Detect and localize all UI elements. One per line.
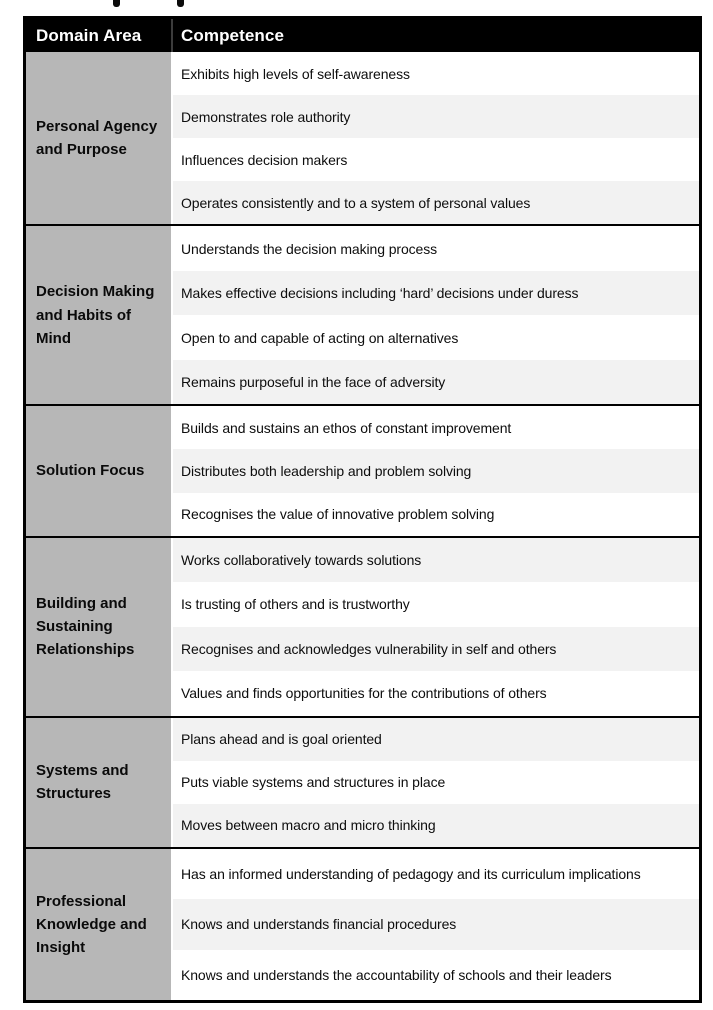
competence-text: Demonstrates role authority	[181, 108, 351, 125]
competence-row	[173, 449, 699, 492]
competence-text: Puts viable systems and structures in place	[181, 774, 446, 791]
table-header-row	[26, 19, 699, 52]
competence-row	[173, 181, 699, 224]
cropped-title-remnant	[0, 0, 713, 10]
competence-rows	[173, 52, 699, 224]
competence-rows	[173, 538, 699, 716]
competence-row	[173, 899, 699, 949]
competence-row	[173, 627, 699, 672]
competence-row	[173, 315, 699, 360]
competence-text: Knows and understands the accountability of schools and their leaders	[181, 966, 612, 983]
domain-area-label: Professional Knowledge and Insight	[36, 892, 147, 957]
competence-text: Is trusting of others and is trustworthy	[181, 596, 410, 613]
column-header-competence: Competence	[181, 25, 285, 45]
competence-row	[173, 804, 699, 847]
competence-text: Values and finds opportunities for the contributions of others	[181, 685, 547, 702]
domain-area-label: Solution Focus	[36, 462, 145, 480]
competence-row	[173, 761, 699, 804]
domain-area-cell	[26, 849, 173, 1000]
competence-row	[173, 271, 699, 316]
competence-row	[173, 950, 699, 1000]
domain-area-label: Systems and Structures	[36, 762, 129, 803]
competence-row	[173, 671, 699, 716]
table-section	[26, 404, 699, 535]
table-section	[26, 716, 699, 847]
column-header-domain-area: Domain Area	[26, 19, 173, 52]
table-section	[26, 536, 699, 716]
competence-text: Plans ahead and is goal oriented	[181, 731, 382, 748]
competence-row	[173, 95, 699, 138]
table-section	[26, 847, 699, 1000]
competence-text: Knows and understands financial procedures	[181, 916, 457, 933]
competence-text: Exhibits high levels of self-awareness	[181, 65, 410, 82]
text-descender-mark	[177, 0, 184, 7]
competence-text: Influences decision makers	[181, 151, 348, 168]
domain-area-label: Decision Making and Habits of Mind	[36, 283, 155, 347]
competence-text: Works collaboratively towards solutions	[181, 551, 422, 568]
competence-row	[173, 138, 699, 181]
domain-area-label: Personal Agency and Purpose	[36, 117, 158, 159]
domain-area-cell	[26, 406, 173, 535]
competence-rows	[173, 849, 699, 1000]
competency-table	[23, 16, 702, 1003]
competence-row	[173, 493, 699, 536]
domain-area-cell	[26, 718, 173, 847]
competence-rows	[173, 718, 699, 847]
competence-text: Moves between macro and micro thinking	[181, 817, 436, 834]
competence-text: Makes effective decisions including ‘hard’ decisions under duress	[181, 285, 579, 302]
competence-row	[173, 849, 699, 899]
competence-row	[173, 406, 699, 449]
competence-text: Recognises and acknowledges vulnerability in self and others	[181, 640, 557, 657]
domain-area-cell	[26, 538, 173, 716]
competence-rows	[173, 226, 699, 404]
competence-row	[173, 360, 699, 405]
competence-row	[173, 538, 699, 583]
text-descender-mark	[113, 0, 120, 7]
competence-text: Builds and sustains an ethos of constant improvement	[181, 419, 512, 436]
domain-area-cell	[26, 226, 173, 404]
competence-text: Remains purposeful in the face of adversity	[181, 374, 446, 391]
table-body	[26, 52, 699, 1000]
competence-text: Distributes both leadership and problem solving	[181, 463, 472, 480]
competence-text: Has an informed understanding of pedagogy and its curriculum implications	[181, 866, 641, 883]
table-section	[26, 52, 699, 224]
competence-text: Open to and capable of acting on alternatives	[181, 329, 459, 346]
competence-row	[173, 226, 699, 271]
competence-text: Operates consistently and to a system of personal values	[181, 194, 531, 211]
competence-text: Recognises the value of innovative problem solving	[181, 506, 495, 523]
competence-row	[173, 582, 699, 627]
competence-row	[173, 718, 699, 761]
domain-area-cell	[26, 52, 173, 224]
competence-text: Understands the decision making process	[181, 240, 438, 257]
competence-row	[173, 52, 699, 95]
domain-area-label: Building and Sustaining Relationships	[36, 594, 135, 659]
competence-rows	[173, 406, 699, 535]
table-section	[26, 224, 699, 404]
